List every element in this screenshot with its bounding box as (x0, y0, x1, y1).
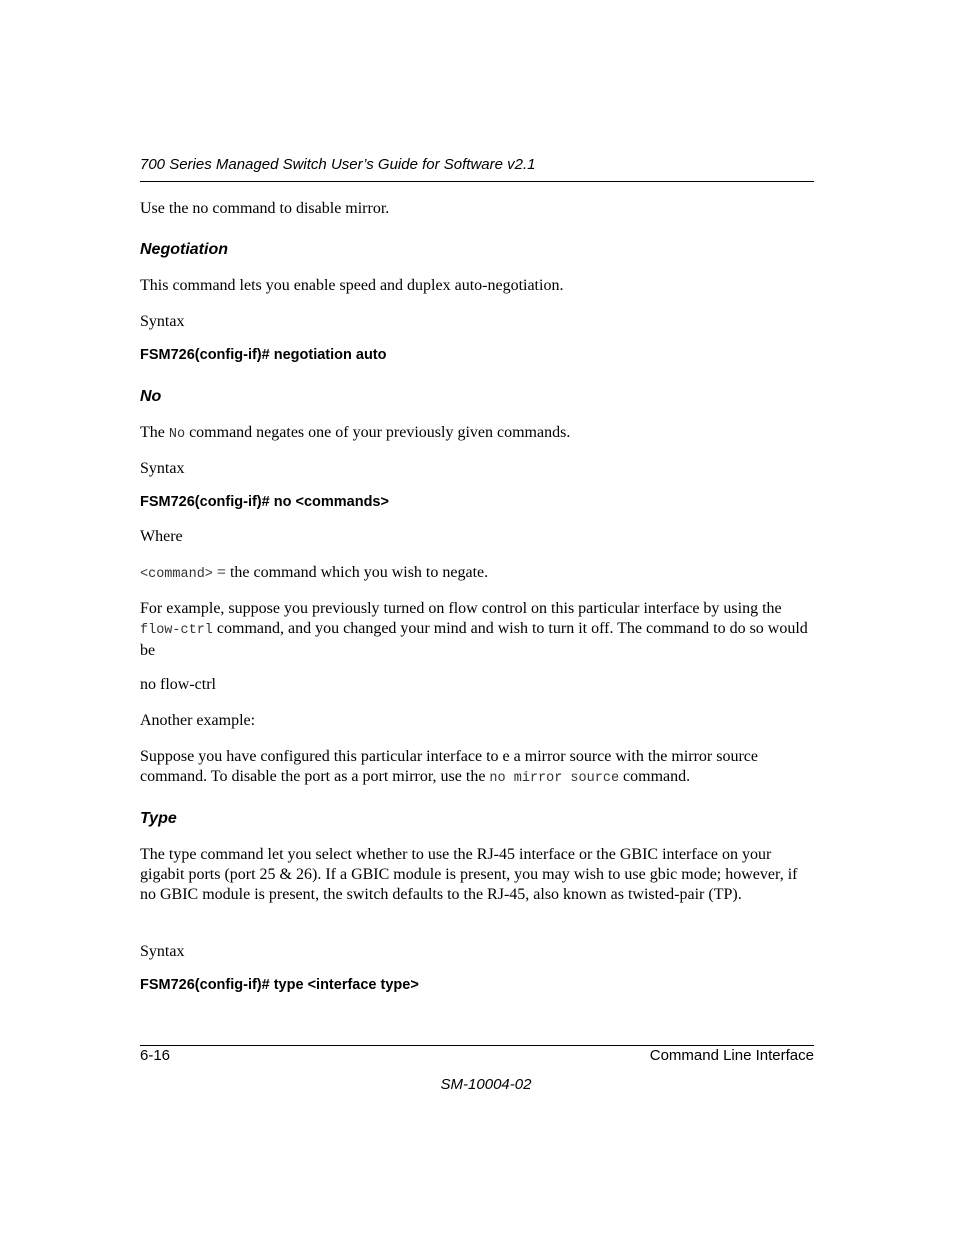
no-command: FSM726(config-if)# no <commands> (140, 494, 389, 510)
no-example2-text-1: Suppose you have configured this particular interface to e a mirror source with the mirror source command. To disable the port as a port mirror, use the (140, 748, 759, 785)
no-example2-text-2: command. (619, 768, 691, 785)
no-desc-text-1: The (140, 424, 169, 441)
no-example-code: flow-ctrl (140, 623, 213, 638)
type-syntax-label: Syntax (140, 943, 185, 960)
no-example-text-1: For example, suppose you previously turned on flow control on this particular interface by using the (140, 600, 782, 617)
no-param-code: <command> (140, 567, 213, 582)
mirror-disable-paragraph: Use the no command to disable mirror. (140, 200, 390, 217)
type-heading: Type (140, 810, 177, 827)
footer-rule (140, 1045, 814, 1046)
negotiation-description: This command lets you enable speed and duplex auto-negotiation. (140, 277, 564, 294)
no-example2-code: no mirror source (489, 771, 620, 786)
no-desc-code: No (168, 427, 186, 442)
document-page (140, 0, 814, 1235)
no-description (140, 423, 814, 445)
header-rule (140, 181, 814, 182)
no-example-command: no flow-ctrl (140, 676, 216, 693)
footer-page-number: 6-16 (140, 1047, 171, 1064)
no-example-text-2: command, and you changed your mind and wish to turn it off. The command to do so would be (140, 620, 808, 659)
no-heading: No (140, 388, 162, 405)
negotiation-heading: Negotiation (140, 241, 228, 258)
no-example-paragraph (140, 599, 814, 661)
type-description: The type command let you select whether to use the RJ-45 interface or the GBIC interface on your gigabit ports (port 25 & 26). If a GBIC module is present, you may wish to use gbic mode; however, if no GBIC module is present, the switch defaults to the RJ-45, also known as twisted-pair (TP). (140, 846, 798, 903)
no-syntax-label: Syntax (140, 460, 185, 477)
running-header: 700 Series Managed Switch User’s Guide for Software v2.1 (140, 156, 536, 173)
footer-document-id: SM-10004-02 (440, 1076, 532, 1093)
negotiation-syntax-label: Syntax (140, 313, 185, 330)
no-desc-text-2: command negates one of your previously given commands. (185, 424, 571, 441)
no-another-example-label: Another example: (140, 712, 256, 729)
no-where-label: Where (140, 528, 183, 545)
negotiation-command: FSM726(config-if)# negotiation auto (140, 347, 387, 363)
no-param-desc: = the command which you wish to negate. (212, 564, 489, 581)
no-parameter-definition (140, 563, 814, 585)
type-command: FSM726(config-if)# type <interface type> (140, 977, 419, 993)
footer-section-title: Command Line Interface (649, 1047, 814, 1064)
no-example2-paragraph (140, 747, 814, 789)
